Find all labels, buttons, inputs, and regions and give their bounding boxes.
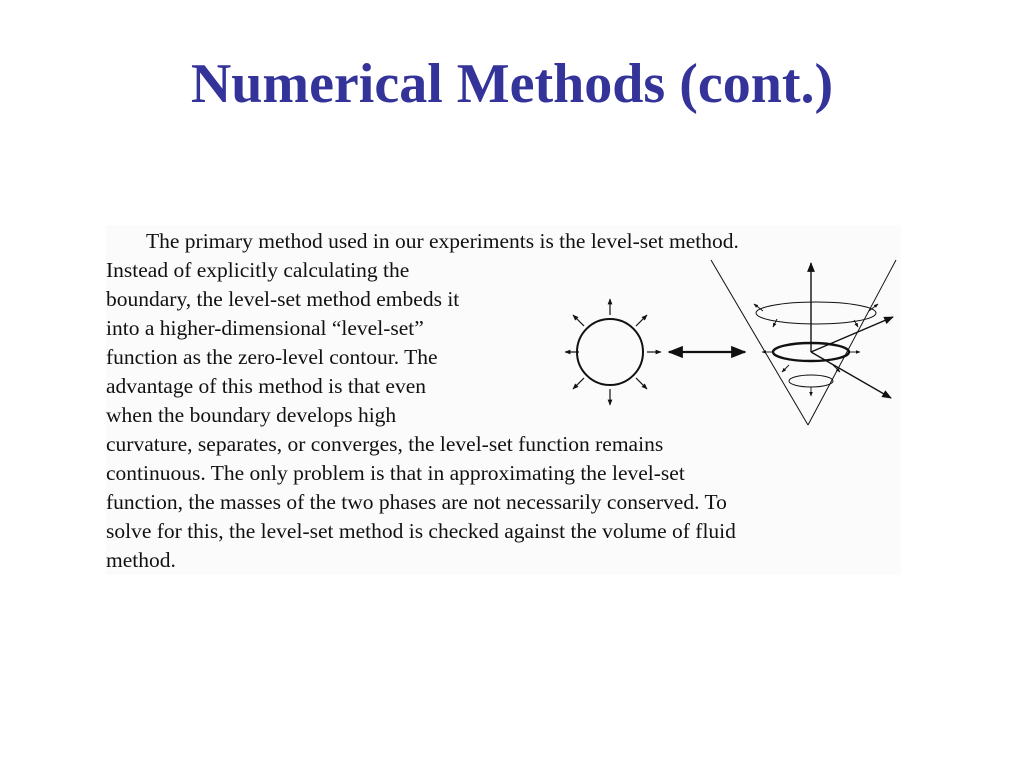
excerpt-line-5: function as the zero-level contour. The <box>106 345 438 369</box>
scanned-excerpt <box>106 225 901 575</box>
axis-arrows-icon <box>811 263 893 398</box>
excerpt-line-11: solve for this, the level-set method is checked against the volume of fluid <box>106 519 736 543</box>
excerpt-line-8: curvature, separates, or converges, the level-set function remains <box>106 432 664 456</box>
excerpt-line-12: method. <box>106 548 176 572</box>
level-set-cone <box>711 260 896 425</box>
excerpt-line-1: The primary method used in our experiments is the level-set method. <box>146 229 739 253</box>
excerpt-line-3: boundary, the level-set method embeds it <box>106 287 460 311</box>
normal-arrows-icon <box>565 299 661 405</box>
excerpt-line-10: function, the masses of the two phases are not necessarily conserved. To <box>106 490 727 514</box>
excerpt-line-2: Instead of explicitly calculating the <box>106 258 410 282</box>
slide-title: Numerical Methods (cont.) <box>190 53 834 115</box>
excerpt-line-4: into a higher-dimensional “level-set” <box>106 316 424 340</box>
excerpt-line-7: when the boundary develops high <box>106 403 397 427</box>
interface-circle <box>577 319 643 385</box>
level-set-figure <box>563 255 903 435</box>
excerpt-line-9: continuous. The only problem is that in approximating the level-set <box>106 461 685 485</box>
excerpt-line-6: advantage of this method is that even <box>106 374 427 398</box>
